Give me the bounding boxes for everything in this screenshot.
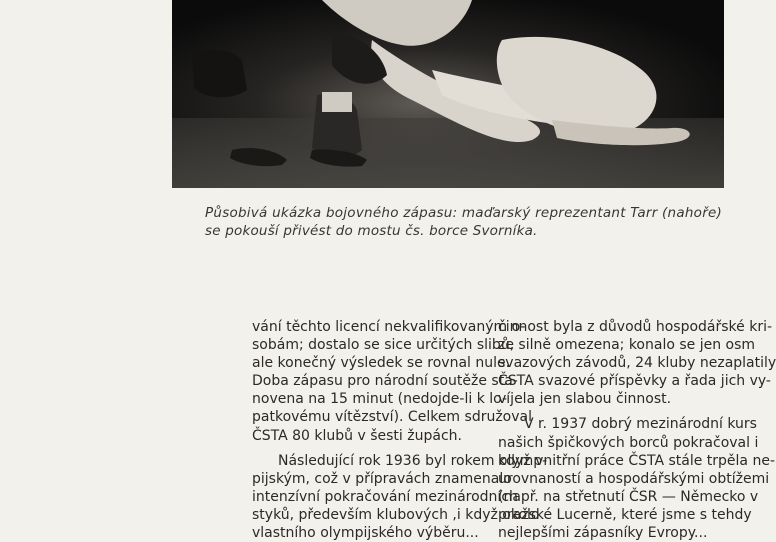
text-line: pražské Lucerně, které jsme s tehdy [498,506,752,523]
text-line: nejlepšími zápasníky Evropy... [498,525,708,542]
text-line: víjela jen slabou činnost. [498,391,672,408]
right-column [498,318,776,542]
text-line: novena na 15 minut (nedojde-li k lo- [252,391,508,408]
text-line: našich špičkových borců pokračoval i [498,434,759,451]
text-line: vání těchto licencí nekvalifikovaným o- [252,319,526,335]
text-line: patkovému vítězství). Celkem sdružoval [252,409,532,426]
wrestling-photo [172,0,724,188]
text-line: ale konečný výsledek se rovnal nule. [252,355,511,372]
caption-line-2: se pokouší přivést do mostu čs. borce Svorníka. [205,223,538,239]
text-line: svazových závodů, 24 kluby nezaplatily [498,355,776,372]
text-line: pijským, což v přípravách znamenalo [252,470,512,487]
text-line: Následující rok 1936 byl rokem olymp- [278,452,548,469]
text-line: Doba zápasu pro národní soutěže sta- [252,373,518,390]
text-line: ze silně omezena; konalo se jen osm [498,337,756,354]
text-line: styků, především klubových ,i když okolo [252,506,540,523]
left-column [252,318,548,542]
text-line: urovnaností a hospodářskými obtížemi [498,470,770,487]
wrestling-photo-image [172,0,724,188]
text-line: vlastního olympijského výběru... [252,525,479,542]
caption-line-1: Působivá ukázka bojovného zápasu: maďarský reprezentant Tarr (nahoře) [205,205,723,221]
text-line: činnost byla z důvodů hospodářské kri- [498,319,773,335]
text-line: intenzívní pokračování mezinárodních [252,488,518,505]
text-line: sobám; dostalo se sice určitých slibů, [252,337,515,354]
text-line: když vnitřní práce ČSTA stále trpěla ne- [498,452,775,469]
text-line: ČSTA 80 klubů v šesti župách. [252,427,462,444]
text-line: V r. 1937 dobrý mezinárodní kurs [524,416,757,433]
text-line: ČSTA svazové příspěvky a řada jich vy- [498,373,771,390]
text-line: (např. na střetnutí ČSR — Německo v [498,488,759,505]
